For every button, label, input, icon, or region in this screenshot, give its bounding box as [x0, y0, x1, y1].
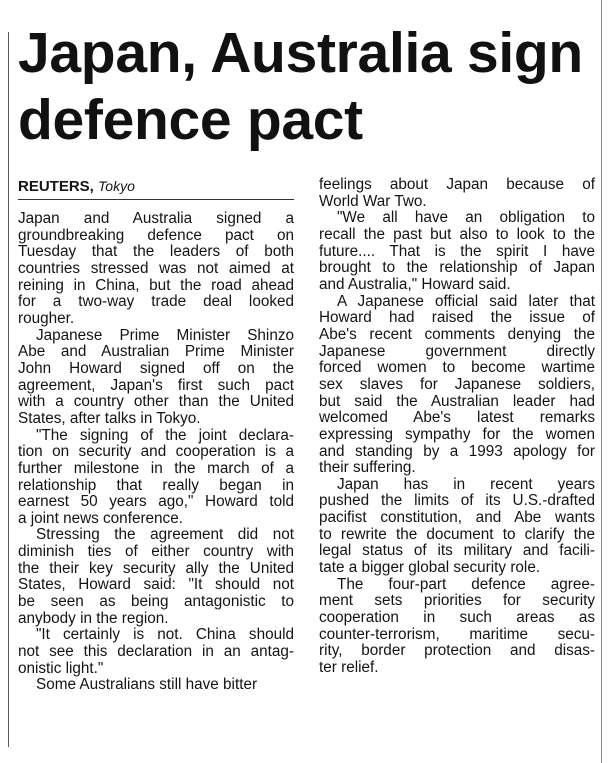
article-line: forced women to become wartime — [319, 359, 595, 377]
article-line: Some Australians still have bitter — [36, 676, 258, 694]
article-line: future.... That is the spirit I have — [319, 242, 595, 260]
article-line: Japanese Prime Minister Shinzo — [36, 326, 294, 344]
article-line: Stressing the agreement did not — [36, 526, 294, 544]
article-line: pushed the limits of its U.S.-drafted — [319, 492, 595, 510]
headline-line: Japan, Australia sign — [18, 21, 583, 85]
article-line: "We all have an obligation to — [337, 209, 595, 227]
article-line: ment sets priorities for security — [319, 592, 595, 610]
byline — [18, 176, 135, 197]
article-line: a joint news conference. — [18, 509, 183, 527]
article-line: The four-part defence agree- — [337, 575, 595, 593]
article-column-2 — [319, 177, 595, 677]
article-line: the their key security ally the United — [18, 559, 294, 577]
article-line: John Howard signed off on the — [18, 359, 294, 377]
article-line: tate a bigger global security role. — [319, 559, 541, 577]
article-line: rougher. — [18, 309, 75, 327]
headline-line: defence pact — [18, 88, 363, 152]
byline-divider — [18, 199, 294, 200]
article-line: diminish ties of either country with — [18, 543, 294, 561]
article-line: ter relief. — [319, 659, 379, 677]
article-line: onistic light." — [18, 659, 104, 677]
article-line: their suffering. — [319, 459, 416, 477]
article-line: A Japanese official said later that — [337, 292, 595, 310]
article-line: "The signing of the joint declara- — [36, 426, 294, 444]
article-line: reining in China, but the road ahead — [18, 276, 294, 294]
article-line: be seen as being antagonistic to — [18, 593, 294, 611]
column-rule-left — [8, 32, 9, 747]
article-line: but said the Australian leader had — [319, 392, 595, 410]
page-edge-rule — [601, 0, 602, 763]
article-line: welcomed Abe's latest remarks — [319, 409, 595, 427]
article-line: Japan has in recent years — [337, 475, 595, 493]
article-line: and standing by a 1993 apology for — [319, 442, 595, 460]
byline-source: REUTERS, — [18, 178, 94, 195]
article-column-1 — [18, 211, 294, 694]
article-line: not see this declaration in an antag- — [18, 643, 294, 661]
article-line: Japan and Australia signed a — [18, 210, 294, 227]
article-line: "It certainly is not. China should — [36, 626, 294, 644]
article-line: relationship that really began in — [18, 476, 294, 494]
article-line: pacifist constitution, and Abe wants — [319, 509, 595, 527]
article-line: agreement, Japan's first such pact — [18, 376, 294, 394]
article-line: Tuesday that the leaders of both — [18, 243, 294, 261]
article-line: feelings about Japan because of — [319, 176, 595, 193]
article-line: cooperation in such areas as — [319, 609, 595, 627]
article-line: groundbreaking defence pact on — [18, 226, 294, 244]
article-line: brought to the relationship of Japan — [319, 259, 595, 277]
article-line: States, Howard said: "It should not — [18, 576, 294, 594]
article-line: Abe and Australian Prime Minister — [18, 343, 294, 361]
article-line: with a country other than the United — [18, 393, 294, 411]
article-line: World War Two. — [319, 192, 427, 210]
article-line: anybody in the region. — [18, 609, 169, 627]
article-line: for a two-way trade deal looked — [18, 293, 294, 311]
article-line: earnest 50 years ago," Howard told — [18, 493, 294, 511]
article-line: further milestone in the march of a — [18, 459, 294, 477]
article-line: legal status of its military and facili- — [319, 542, 595, 560]
article-line: sex slaves for Japanese soldiers, — [319, 375, 595, 393]
article-line: countries stressed was not aimed at — [18, 259, 294, 277]
article-line: tion on security and cooperation is a — [18, 443, 294, 461]
article-line: expressing sympathy for the women — [319, 425, 595, 443]
byline-location: Tokyo — [98, 178, 135, 194]
article-line: States, after talks in Tokyo. — [18, 409, 201, 427]
article-line: Japanese government directly — [319, 342, 595, 360]
article-line: and Australia," Howard said. — [319, 275, 511, 293]
article-line: counter-terrorism, maritime secu- — [319, 625, 595, 643]
headline — [18, 20, 598, 154]
article-line: Abe's recent comments denying the — [319, 325, 595, 343]
article-line: rity, border protection and disas- — [319, 642, 595, 660]
article-line: to rewrite the document to clarify the — [319, 525, 595, 543]
article-line: Howard had raised the issue of — [319, 309, 595, 327]
article-line: recall the past but also to look to the — [319, 225, 595, 243]
